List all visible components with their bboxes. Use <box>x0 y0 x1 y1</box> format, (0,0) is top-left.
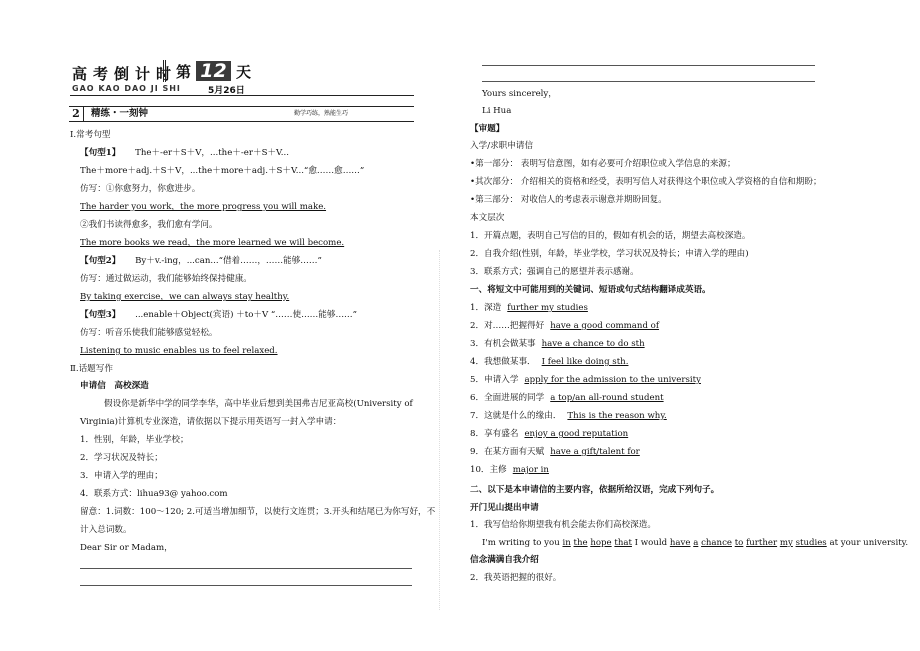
pattern-text: The＋-er＋S＋V，...the＋-er＋S＋V... <box>135 148 289 158</box>
structure-part: •第一部分： 表明写信意图，如有必要可介绍职位或入学信息的来源； <box>470 159 736 169</box>
answer-word: my <box>779 538 793 548</box>
day-prefix: 第 <box>176 63 192 81</box>
vocab-english: enjoy a good reputation <box>524 429 629 439</box>
answer-line: The more books we read，the more learned we will become. <box>80 238 345 248</box>
day-number: 12 <box>196 61 230 81</box>
task-heading: 二、以下是本申请信的主要内容，依据所给汉语，完成下列句子。 <box>470 485 720 495</box>
vocab-number: 7． <box>470 411 485 421</box>
vocab-number: 9． <box>470 447 485 457</box>
vocab-item <box>470 339 645 350</box>
answer-word: further <box>746 538 778 548</box>
task-heading: 一、将短文中可能用到的关键词、短语或句式结构翻译成英语。 <box>470 285 711 295</box>
countdown-title: 高考倒计时 <box>72 65 178 83</box>
banner-name: 精练・一刻钟 <box>91 108 149 119</box>
prompt-line: Virginia)计算机专业深造，请依据以下提示用英语写一封入学申请： <box>80 417 342 427</box>
practice-prompt: 仿写：听音乐使我们能够感觉轻松。 <box>80 328 218 338</box>
pattern-1b: The＋more＋adj.＋S＋V，...the＋more＋adj.＋S＋V...“愈……愈……” <box>80 166 365 176</box>
day-counter <box>176 61 251 82</box>
vocab-chinese: 主修 <box>489 465 507 475</box>
answer-word: hope <box>590 538 612 548</box>
vocab-item <box>470 465 549 476</box>
vocab-english: I feel like doing sth. <box>541 357 629 367</box>
vocab-item <box>470 303 588 314</box>
vocab-number: 3． <box>470 339 485 349</box>
vocab-english: a top/an all-round student <box>550 393 664 403</box>
vocab-english: This is the reason why. <box>567 411 667 421</box>
vocab-chinese: 对……把握得好 <box>484 321 545 331</box>
answer-word: to <box>734 538 744 548</box>
vocab-item <box>470 447 640 458</box>
given-word: at your university. <box>829 538 909 548</box>
sentence-prompt: 1．我写信给你期望我有机会能去你们高校深造。 <box>470 520 656 530</box>
vocab-chinese: 申请入学 <box>484 375 519 385</box>
topic-title: 申请信 高校深造 <box>80 381 149 391</box>
letter-signature: Li Hua <box>482 106 512 116</box>
vocab-number: 8． <box>470 429 485 439</box>
layers-heading: 本文层次 <box>470 213 505 223</box>
pattern-label: 【句型3】 <box>80 310 121 320</box>
column-divider <box>439 250 440 610</box>
prompt-line: 假设你是新华中学的同学李华，高中毕业后想到美国弗吉尼亚高校(University of <box>104 399 413 409</box>
answer-word: have <box>669 538 691 548</box>
writing-line <box>80 568 412 569</box>
theme-label: 入学/求职申请信 <box>470 141 534 151</box>
date-label: 5月26日 <box>208 86 245 96</box>
requirement-item: 1．性别，年龄，毕业学校； <box>80 435 189 445</box>
structure-part: •其次部分： 介绍相关的资格和经受，表明写信人对获得这个职位或入学资格的自信和期盼； <box>470 177 822 187</box>
given-word: I would <box>634 538 668 548</box>
answer-line: The harder you work，the more progress you will make. <box>80 202 327 212</box>
vocab-chinese: 有机会做某事 <box>484 339 536 349</box>
pattern-2 <box>80 256 322 267</box>
note-line: 计入总词数。 <box>80 525 132 535</box>
vocab-english: have a chance to do sth <box>541 339 645 349</box>
answer-word: studies <box>795 538 827 548</box>
vocab-chinese: 享有盛名 <box>484 429 519 439</box>
section-banner <box>69 106 414 122</box>
layer-item: 1．开篇点题，表明自己写信的目的，假如有机会的话，期望去高校深造。 <box>470 231 751 241</box>
title-divider <box>163 60 166 82</box>
answer-word: a <box>693 538 699 548</box>
pattern-3 <box>80 310 357 321</box>
review-heading: 【审题】 <box>470 124 505 134</box>
practice-prompt: ②我们书读得愈多，我们愈有学问。 <box>80 220 218 230</box>
banner-slogan: 勤学巧练，熟能生巧 <box>293 110 348 117</box>
vocab-english: major in <box>512 465 549 475</box>
subsection-heading: 信念满满自我介绍 <box>470 555 539 565</box>
vocab-english: have a good command of <box>550 321 660 331</box>
vocab-number: 6． <box>470 393 485 403</box>
letter-salutation: Dear Sir or Madam， <box>80 543 173 553</box>
vocab-chinese: 我想做某事． <box>484 357 536 367</box>
writing-line <box>482 65 815 66</box>
pattern-label: 【句型1】 <box>80 148 121 158</box>
requirement-item: 4．联系方式：lihua93@ yahoo.com <box>80 489 228 499</box>
answer-line: By taking exercise，we can always stay healthy. <box>80 292 290 302</box>
requirement-item: 2．学习状况及特长； <box>80 453 163 463</box>
vocab-item <box>470 375 701 386</box>
vocab-english: have a gift/talent for <box>550 447 640 457</box>
answer-word: that <box>614 538 632 548</box>
writing-line <box>80 585 412 586</box>
vocab-number: 2． <box>470 321 485 331</box>
section-heading: Ⅱ.话题写作 <box>70 364 113 374</box>
given-word: I'm writing to you <box>482 538 560 548</box>
pattern-text: ...enable＋Object(宾语) ＋to＋V “……使……能够……” <box>135 310 358 320</box>
layer-item: 2．自我介绍(性别，年龄，毕业学校，学习状况及特长；申请入学的理由) <box>470 249 749 259</box>
title-pinyin: GAO KAO DAO JI SHI <box>72 84 181 93</box>
header-rule <box>70 95 414 96</box>
vocab-item <box>470 393 664 404</box>
answer-word: in <box>562 538 571 548</box>
sentence-answer <box>482 538 908 549</box>
vocab-number: 10． <box>470 465 490 475</box>
subsection-heading: 开门见山提出申请 <box>470 503 539 513</box>
structure-part: •第三部分： 对收信人的考虑表示谢意并期盼回复。 <box>470 195 667 205</box>
layer-item: 3．联系方式；强调自己的愿望并表示感谢。 <box>470 267 639 277</box>
section-heading: Ⅰ.常考句型 <box>70 130 111 140</box>
practice-prompt: 仿写：①你愈努力，你愈进步。 <box>80 184 201 194</box>
vocab-english: further my studies <box>507 303 588 313</box>
requirement-item: 3．申请入学的理由； <box>80 471 163 481</box>
vocab-chinese: 全面进展的同学 <box>484 393 545 403</box>
answer-line: Listening to music enables us to feel relaxed. <box>80 346 278 356</box>
vocab-item <box>470 411 667 422</box>
banner-number: 2 <box>69 107 84 121</box>
answer-word: chance <box>701 538 732 548</box>
pattern-1 <box>80 148 289 159</box>
answer-word: the <box>573 538 588 548</box>
vocab-number: 1． <box>470 303 485 313</box>
vocab-number: 5． <box>470 375 485 385</box>
sentence-prompt: 2．我英语把握的很好。 <box>470 573 562 583</box>
vocab-chinese: 深造 <box>484 303 502 313</box>
letter-closing: Yours sincerely， <box>482 89 557 99</box>
writing-line <box>482 81 815 82</box>
vocab-chinese: 这就是什么的缘由． <box>484 411 562 421</box>
day-suffix: 天 <box>235 63 251 81</box>
vocab-item <box>470 321 659 332</box>
pattern-label: 【句型2】 <box>80 256 121 266</box>
practice-prompt: 仿写：通过做运动，我们能够始终保持健康。 <box>80 274 252 284</box>
vocab-item <box>470 429 628 440</box>
vocab-chinese: 在某方面有天赋 <box>484 447 545 457</box>
pattern-text: By＋v.-ing，...can...“借着……，……能够……” <box>135 256 322 266</box>
vocab-english: apply for the admission to the university <box>524 375 701 385</box>
vocab-item <box>470 357 628 368</box>
note-line: 留意：1.词数：100～120; 2.可适当增加细节，以使行文连贯；3.开头和结尾已为你写好，不 <box>80 507 436 517</box>
vocab-number: 4． <box>470 357 485 367</box>
